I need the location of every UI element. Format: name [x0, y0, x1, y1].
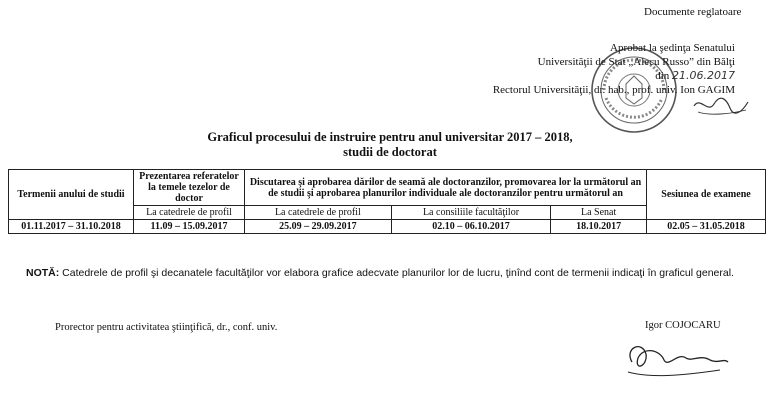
subheader-departments-2: La catedrele de profil — [245, 206, 392, 220]
rector-signature — [690, 92, 750, 120]
cell-departments: 25.09 – 29.09.2017 — [245, 220, 392, 234]
note-paragraph — [26, 267, 734, 279]
subheader-departments-1: La catedrele de profil — [134, 206, 245, 220]
cell-presentation: 11.09 – 15.09.2017 — [134, 220, 245, 234]
note-text: Catedrele de profil şi decanatele facultăţilor vor elabora grafice adecvate planurilor lor de lucru, ţinînd cont de termenii indicaţi în graficul general. — [59, 267, 734, 279]
approval-date: 21.06.2017 — [672, 69, 735, 82]
approval-line-rector: Rectorul Universităţii, dr. hab., prof. univ. Ion GAGIM — [492, 83, 735, 96]
approval-line-date: din 21.06.2017 — [655, 69, 735, 82]
title-line-2: studii de doctorat — [343, 145, 437, 159]
title-line-1: Graficul procesului de instruire pentru anul universitar 2017 – 2018, — [207, 130, 573, 144]
prorector-name: Igor COJOCARU — [645, 320, 721, 331]
approval-line-senate: Aprobat la şedinţa Senatului — [610, 42, 735, 54]
header-presentation: Prezentarea referatelor la temele tezelor de doctor — [134, 170, 245, 206]
cell-senate: 18.10.2017 — [551, 220, 647, 234]
cell-exam-session: 02.05 – 31.05.2018 — [647, 220, 766, 234]
document-category-label: Documente reglatoare — [644, 6, 742, 18]
prorector-signature — [620, 332, 730, 382]
cell-faculty-councils: 02.10 – 06.10.2017 — [391, 220, 551, 234]
document-title — [0, 130, 780, 160]
note-label: NOTĂ: — [26, 267, 60, 279]
schedule-table — [8, 169, 766, 234]
approval-block — [435, 42, 735, 97]
header-study-terms: Termenii anului de studii — [9, 170, 134, 220]
subheader-faculty-councils: La consiliile facultăţilor — [391, 206, 551, 220]
table-header-row — [9, 170, 766, 206]
cell-study-terms: 01.11.2017 – 31.10.2018 — [9, 220, 134, 234]
header-exam-session: Sesiunea de examene — [647, 170, 766, 220]
header-discussion: Discutarea şi aprobarea dărilor de seamă ale doctoranzilor, promovarea lor la următorul an de studii şi aprobarea planurilor individuale ale doctoranzilor pentru următorul an — [245, 170, 647, 206]
subheader-senate: La Senat — [551, 206, 647, 220]
table-row — [9, 220, 766, 234]
approval-line-university: Universităţii de Stat „Alecu Russo” din Bălţi — [537, 55, 735, 68]
prorector-role: Prorector pentru activitatea ştiinţifică, dr., conf. univ. — [55, 322, 278, 333]
